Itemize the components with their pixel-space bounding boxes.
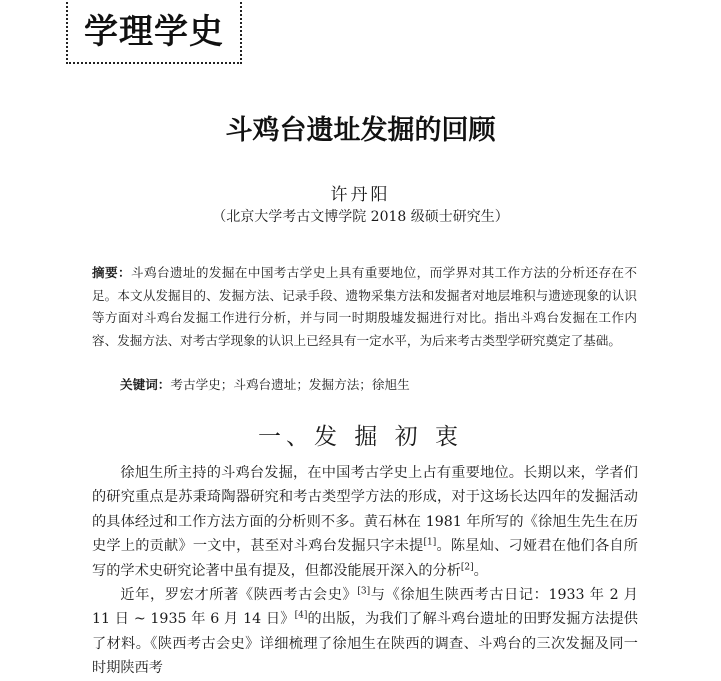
paragraph-text: 近年，罗宏才所著《陕西考古会史》 (120, 587, 358, 604)
citation-ref: [1] (423, 537, 437, 548)
citation-ref: [3] (357, 586, 371, 597)
paragraph-text: 与《徐旭生陕西考古日记：1933 年 2 月 11 日 ~ 1935 年 6 月 14 日》 (92, 587, 638, 628)
author-affiliation: （北京大学考古文博学院 2018 级硕士研究生） (212, 209, 509, 225)
paragraph-text: 。 (473, 562, 488, 579)
section-label-box (66, 0, 242, 64)
paragraph (92, 583, 638, 681)
paragraph-text: 的出版，为我们了解斗鸡台遗址的田野发掘方法提供了材料。《陕西考古会史》详细梳理了徐旭生在陕西的调查、斗鸡台的三次发掘及同一时期陕西考 (92, 611, 638, 677)
keywords-label: 关键词： (120, 377, 171, 392)
author-name: 许丹阳 (330, 185, 391, 205)
section-heading: 一、发 掘 初 衷 (258, 424, 463, 450)
citation-ref: [4] (294, 610, 308, 621)
article-title: 斗鸡台遗址发掘的回顾 (225, 115, 496, 146)
paragraph (92, 461, 638, 583)
keywords-text: 考古学史；斗鸡台遗址；发掘方法；徐旭生 (170, 377, 410, 392)
citation-ref: [2] (460, 561, 474, 572)
body-text (92, 461, 638, 681)
abstract-text: 斗鸡台遗址的发掘在中国考古学史上具有重要地位，而学界对其工作方法的分析还存在不足。本文从发掘目的、发掘方法、记录手段、遗物采集方法和发掘者对地层堆积与遗迹现象的认识等方面对斗鸡台发掘工作进行分析，并与同一时期殷墟发掘进行对比。指出斗鸡台发掘在工作内容、发掘方法、对考古学现象的认识上已经具有一定水平，为后来考古类型学研究奠定了基础。 (92, 265, 638, 348)
keywords (120, 375, 640, 395)
abstract (92, 262, 637, 352)
paragraph-text: 。陈星灿、刁娅君在他们各自所写的学术史研究论著中虽有提及，但都没能展开深入的分析 (92, 538, 638, 579)
section-label: 学理学史 (84, 11, 224, 52)
paragraph-text: 徐旭生所主持的斗鸡台发掘，在中国考古学史上占有重要地位。长期以来，学者们的研究重点是苏秉琦陶器研究和考古类型学方法的形成，对于这场长达四年的发掘活动的具体经过和工作方法方面的分析则不多。黄石林在 1981 年所写的《徐旭生先生在历史学上的贡献》一文中，甚至对斗鸡台发掘只字未提 (92, 465, 638, 555)
abstract-label: 摘要： (92, 265, 131, 280)
